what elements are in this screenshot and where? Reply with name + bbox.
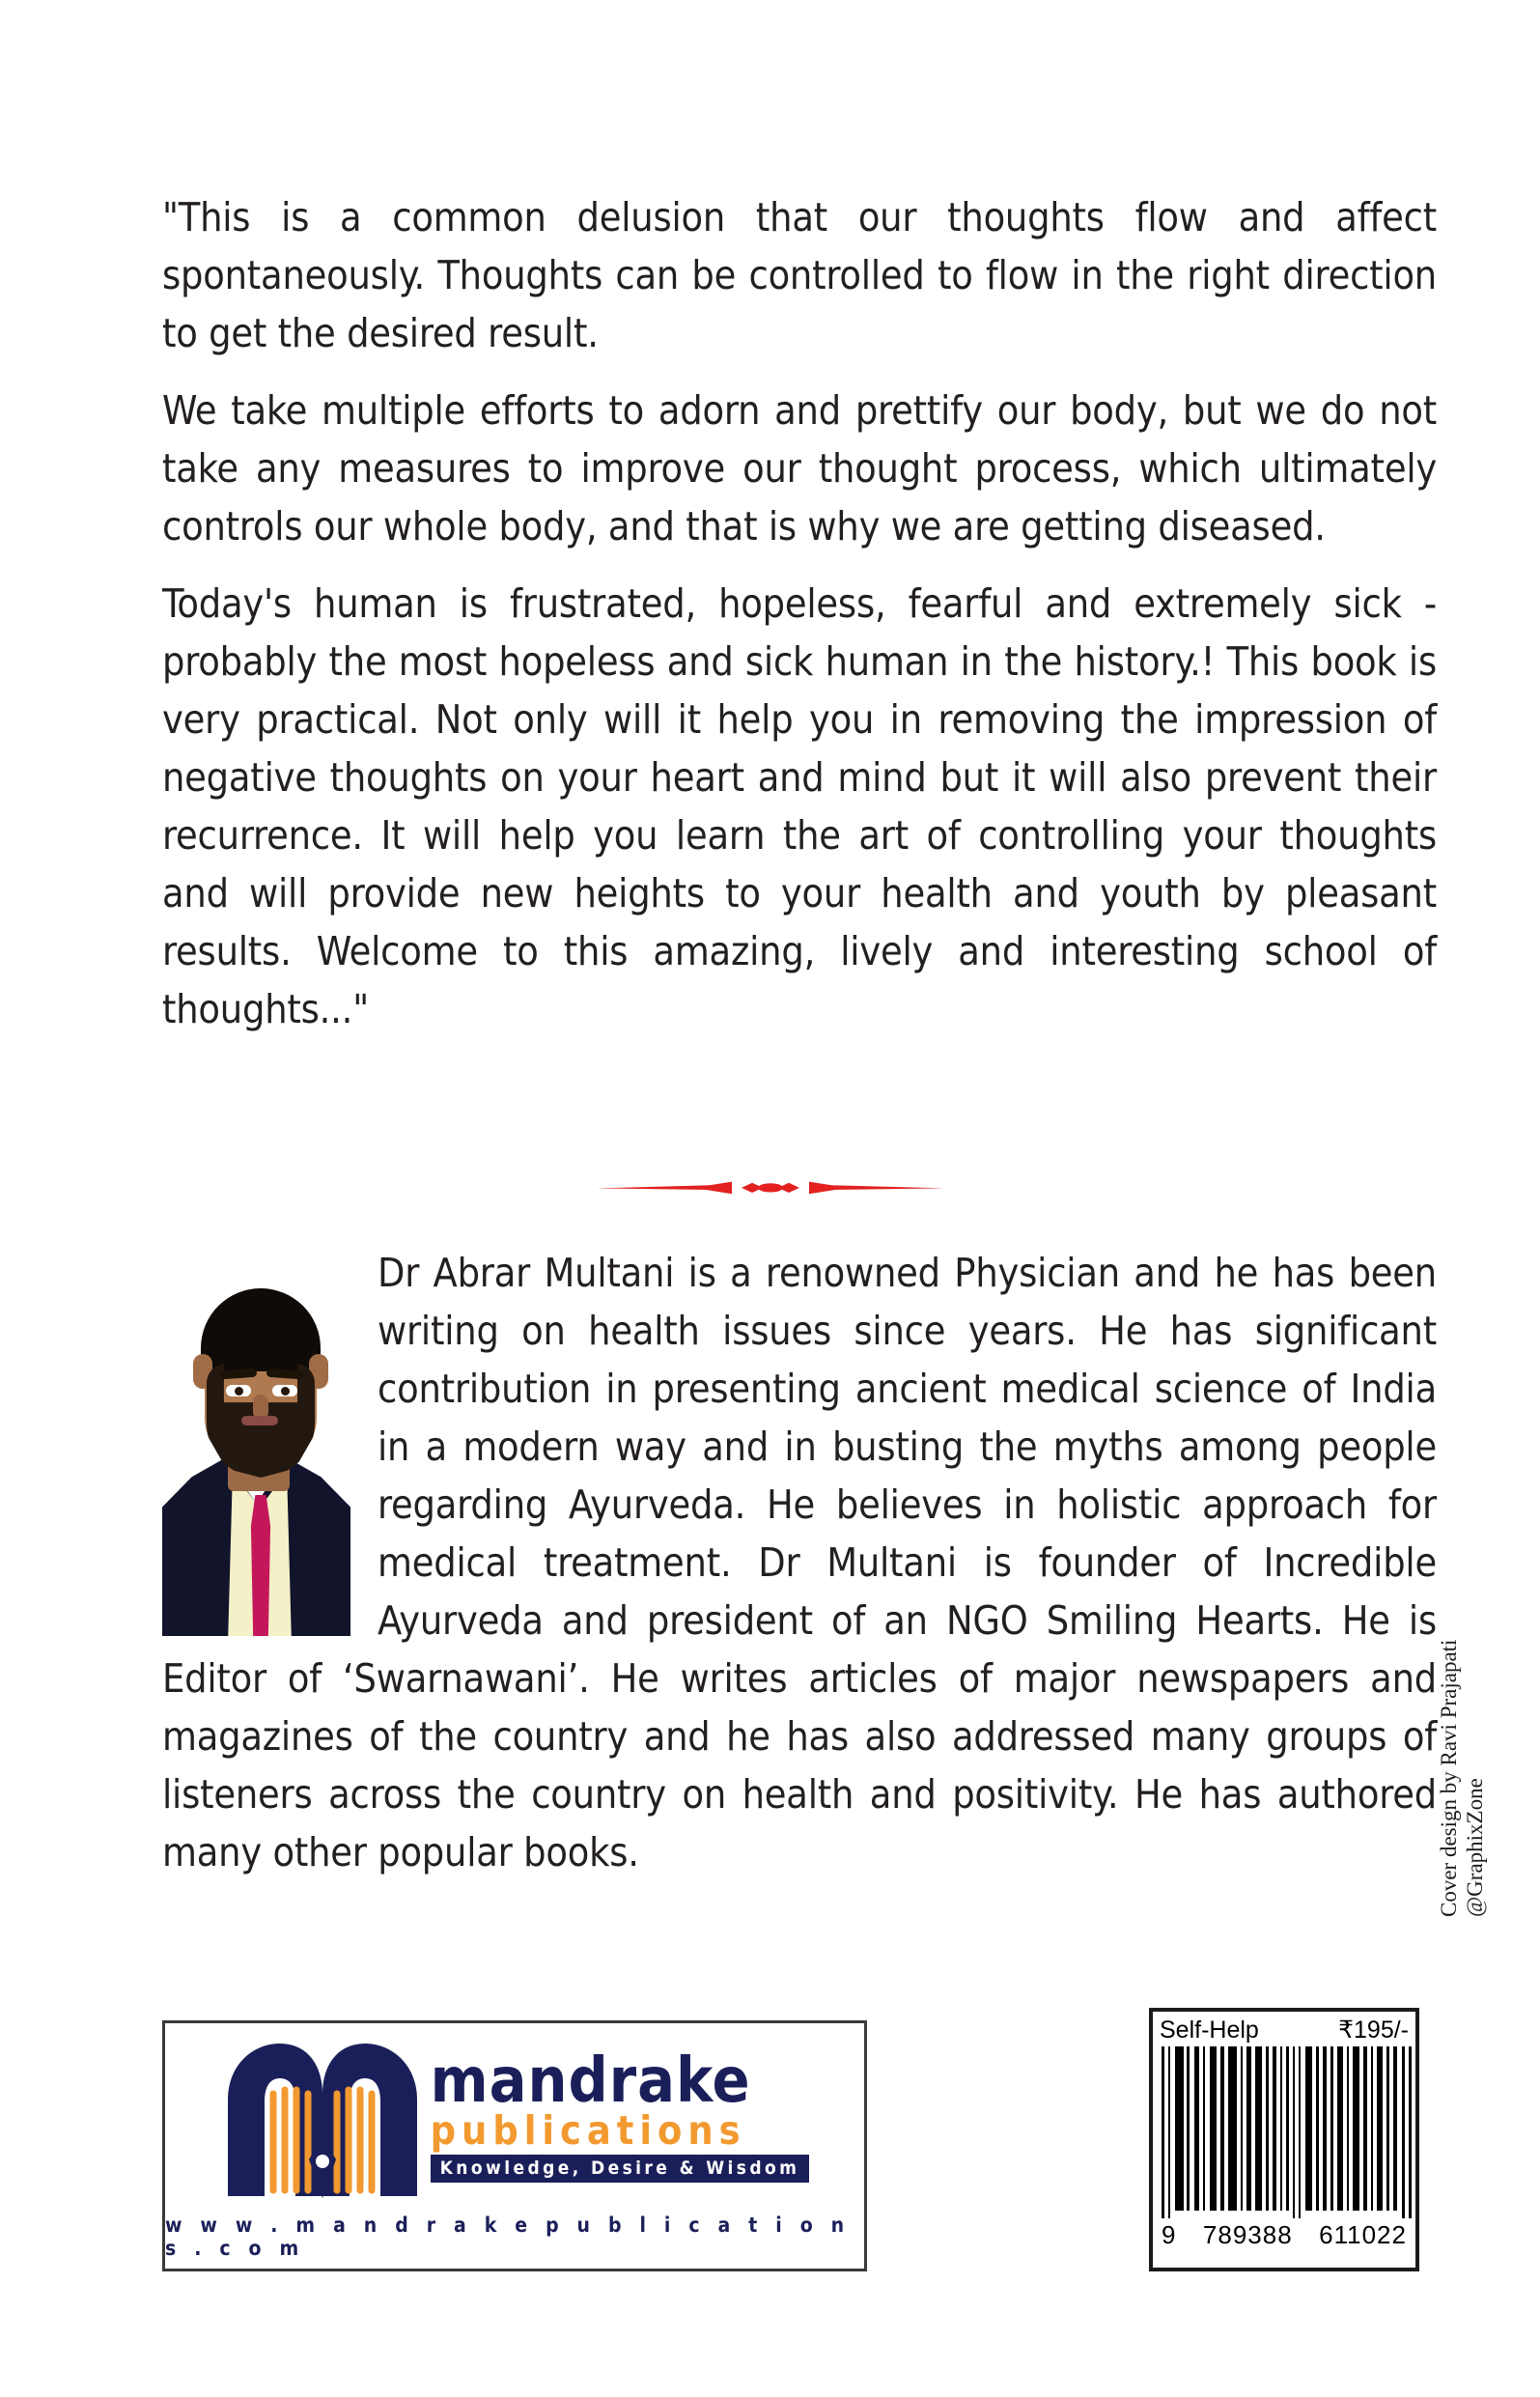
barcode-category: Self-Help (1160, 2016, 1259, 2044)
author-photo (162, 1250, 350, 1636)
barcode-bars-icon (1160, 2046, 1414, 2218)
barcode-digit-group-1: 9 (1162, 2220, 1177, 2249)
barcode-digit-group-2: 789388 (1202, 2220, 1293, 2249)
barcode-number (1160, 2220, 1409, 2250)
publisher-name: mandrake (430, 2045, 751, 2117)
publisher-website: w w w . m a n d r a k e p u b l i c a t i o n s . c o m (165, 2214, 851, 2260)
publisher-type: publications (430, 2107, 746, 2154)
blurb-section (162, 188, 1437, 1058)
barcode-block (1149, 2008, 1419, 2271)
blurb-paragraph-1: "This is a common delusion that our thoughts flow and affect spontaneously. Thoughts can be controlled to flow in the right direction to get the desired result. (162, 194, 1437, 356)
barcode-digit-group-3: 611022 (1319, 2220, 1407, 2249)
publisher-logo-box (162, 2020, 867, 2271)
credit-line-1: Cover design by Ravi Prajapati (1437, 1639, 1461, 1917)
blurb-paragraph-3: Today's human is frustrated, hopeless, fearful and extremely sick - probably the most hopeless and sick human in the history.! This book is very practical. Not only will it help you in removing the impression of negative thoughts on your heart and mind but it will also prevent their recurrence. It will help you learn the art of controlling your thoughts and will provide new heights to your health and youth by pleasant results. Welcome to this amazing, lively and interesting school of thoughts..." (162, 580, 1437, 1032)
author-portrait-image (162, 1250, 350, 1636)
author-bio-text: Dr Abrar Multani is a renowned Physician and he has been writing on health issues since years. He has significant contribution in presenting ancient medical science of India in a modern way and in busting the myths among people regarding Ayurveda. He believes in holistic approach for medical treatment. Dr Multani is founder of Incredible Ayurveda and president of an NGO Smiling Hearts. He is Editor of ‘Swarnawani’. He writes articles of major newspapers and magazines of the country and he has also addressed many groups of listeners across the country on health and positivity. He has authored many other popular books. (162, 1250, 1437, 1875)
credit-line-2: @GraphixZone (1463, 1778, 1487, 1917)
cover-design-credit (1436, 1598, 1488, 1917)
publisher-tagline: Knowledge, Desire & Wisdom (431, 2155, 810, 2183)
blurb-paragraph-2: We take multiple efforts to adorn and prettify our body, but we do not take any measures to improve our thought process, which ultimately controls our whole body, and that is why we are getting diseased. (162, 387, 1437, 550)
barcode-price: ₹195/- (1338, 2016, 1409, 2044)
author-section (162, 1244, 1437, 1881)
ornamental-rule-icon (597, 1171, 944, 1204)
ornament-divider (0, 1159, 1540, 1217)
mandrake-m-book-pen-icon (220, 2036, 425, 2200)
